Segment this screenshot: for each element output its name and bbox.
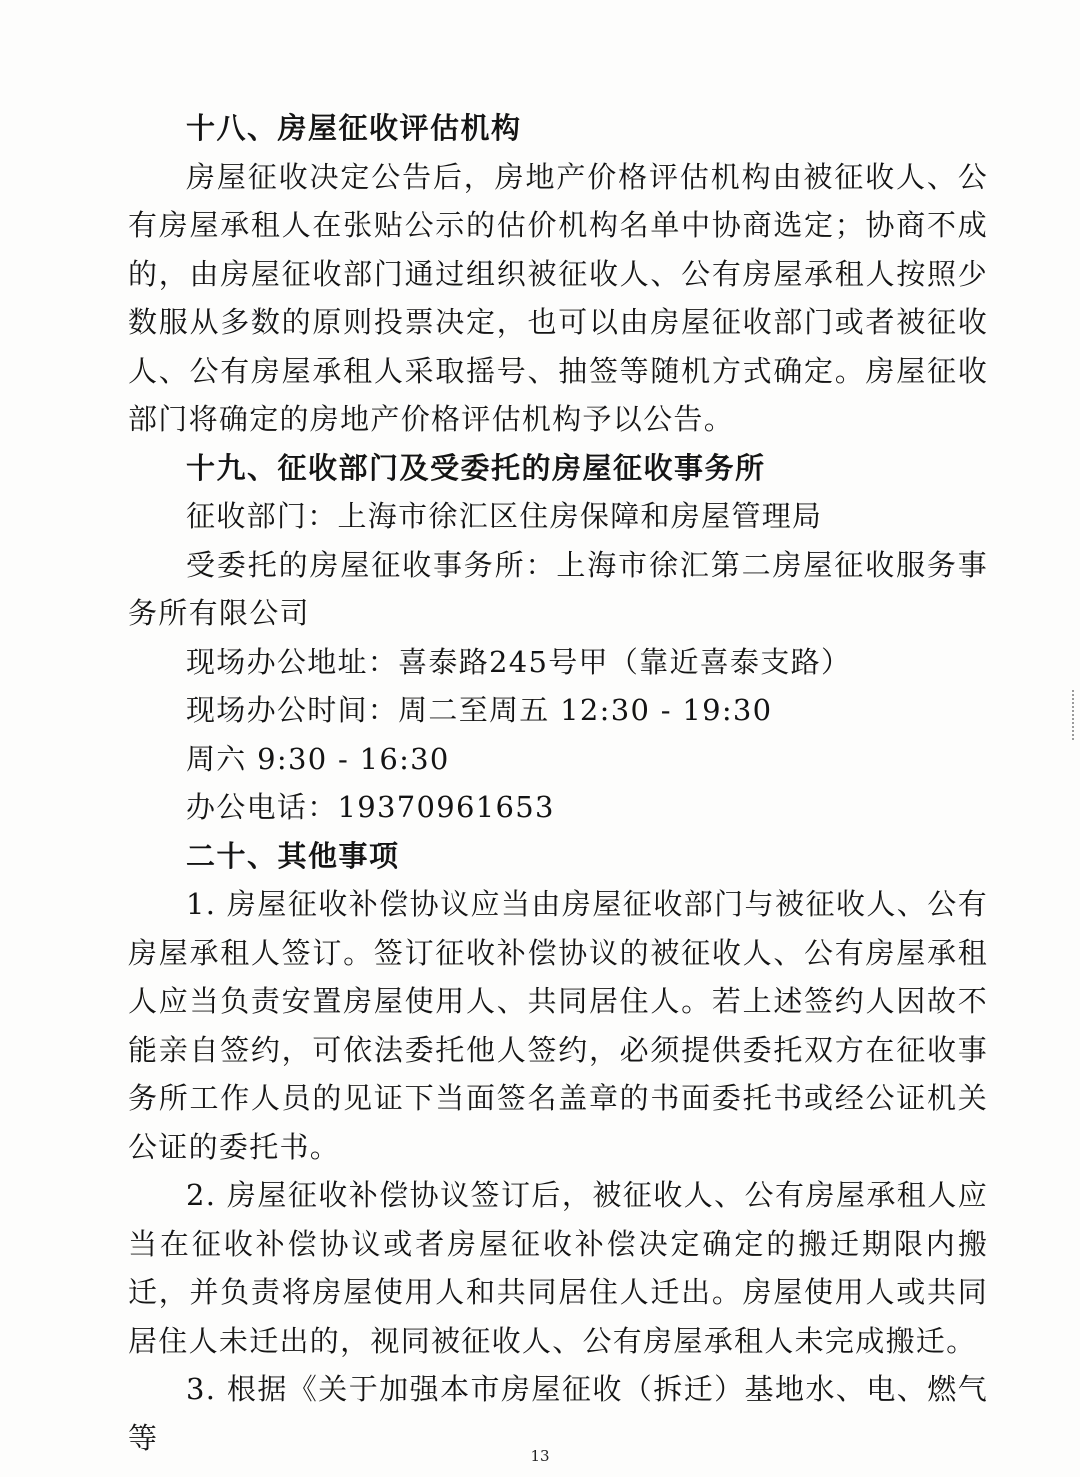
paragraph-item-1: 1. 房屋征收补偿协议应当由房屋征收部门与被征收人、公有房屋承租人签订。签订征收补偿协议的被征收人、公有房屋承租人应当负责安置房屋使用人、共同居住人。若上述签约人因故不能亲自签约，可依法委托他人签约，必须提供委托双方在征收事务所工作人员的见证下当面签名盖章的书面委托书或经公证机关公证的委托书。	[128, 887, 988, 1164]
scan-edge-mark	[1066, 690, 1074, 740]
paragraph-item-3: 3. 根据《关于加强本市房屋征收（拆迁）基地水、电、燃气等	[128, 1372, 988, 1455]
paragraph-department: 征收部门：上海市徐汇区住房保障和房屋管理局	[186, 499, 823, 533]
section-heading-20: 二十、其他事项	[186, 838, 400, 873]
section-heading-19: 十九、征收部门及受委托的房屋征收事务所	[186, 450, 766, 485]
page-number: 13	[530, 1447, 550, 1465]
paragraph-evaluation-agency: 房屋征收决定公告后，房地产价格评估机构由被征收人、公有房屋承租人在张贴公示的估价机构名单中协商选定；协商不成的，由房屋征收部门通过组织被征收人、公有房屋承租人按照少数服从多数的原则投票决定，也可以由房屋征收部门或者被征收人、公有房屋承租人采取摇号、抽签等随机方式确定。房屋征收部门将确定的房地产价格评估机构予以公告。	[128, 159, 988, 436]
section-heading-18: 十八、房屋征收评估机构	[186, 111, 522, 145]
paragraph-office-phone: 办公电话：19370961653	[186, 790, 555, 824]
paragraph-office-hours-saturday: 周六 9:30 - 16:30	[186, 741, 450, 776]
paragraph-office-hours-weekday: 现场办公时间：周二至周五 12:30 - 19:30	[186, 693, 773, 727]
paragraph-entrusted-office: 受委托的房屋征收事务所：上海市徐汇第二房屋征收服务事务所有限公司	[128, 547, 988, 630]
paragraph-item-2: 2. 房屋征收补偿协议签订后，被征收人、公有房屋承租人应当在征收补偿协议或者房屋征收补偿决定确定的搬迁期限内搬迁，并负责将房屋使用人和共同居住人迁出。房屋使用人或共同居住人未迁出的，视同被征收人、公有房屋承租人未完成搬迁。	[128, 1178, 988, 1358]
paragraph-office-address: 现场办公地址：喜泰路245号甲（靠近喜泰支路）	[186, 644, 852, 679]
document-body	[128, 104, 988, 1462]
